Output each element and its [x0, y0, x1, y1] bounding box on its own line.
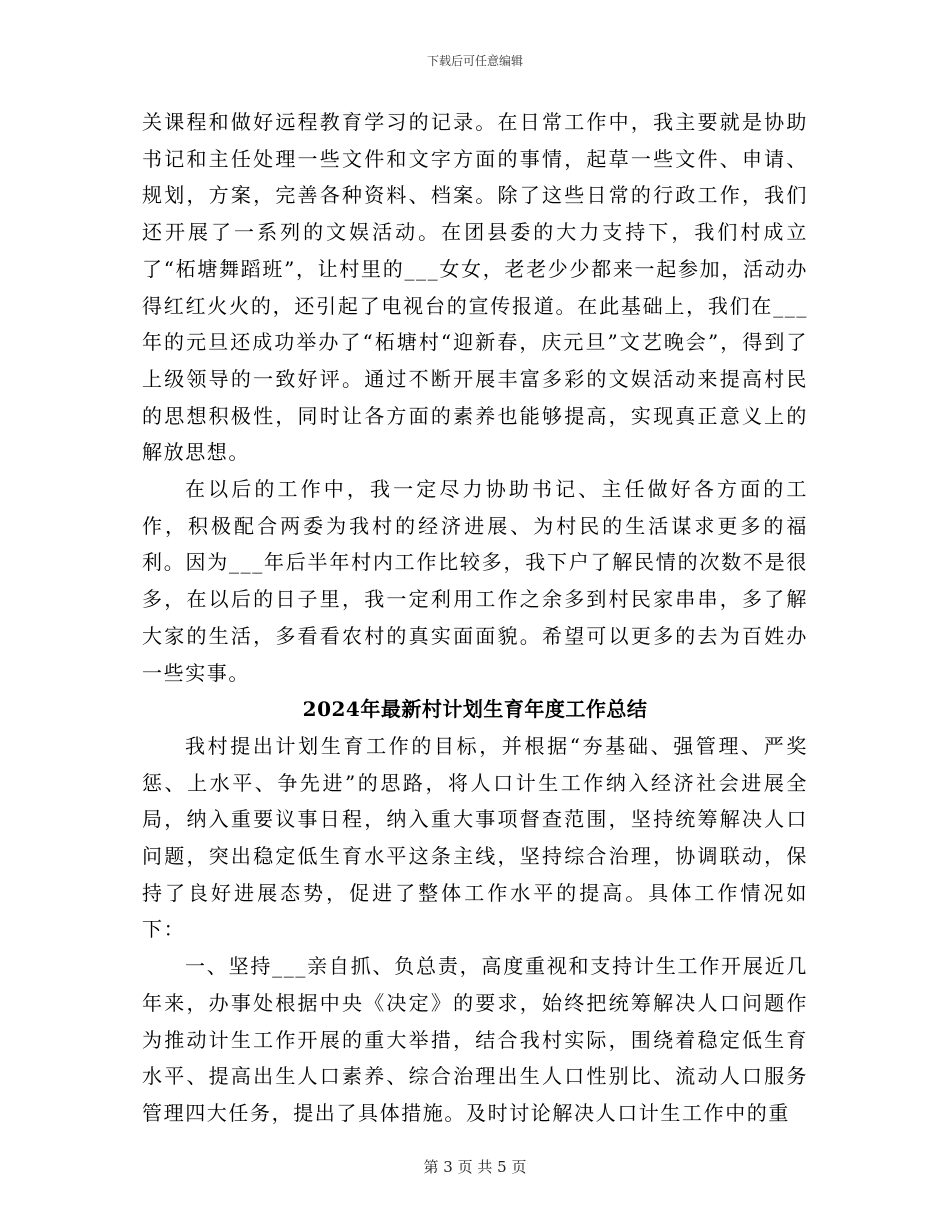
- section-title: 2024年最新村计划生育年度工作总结: [302, 697, 648, 722]
- page-header: 下载后可任意编辑: [426, 54, 523, 68]
- page-number: 第 3 页 共 5 页: [423, 1158, 527, 1176]
- paragraph-family-planning-goals: 我村提出计划生育工作的目标，并根据“夯基础、强管理、严奖惩、上水平、争先进”的思路，将人口计生工作纳入经济社会进展全局，纳入重要议事日程，纳入重大事项督查范围，坚持统筹解决人口问题，突出稳定低生育水平这条主线，坚持综合治理，协调联动，保持了良好进展态势，促进了整体工作水平的提高。具体工作情况如下：: [142, 733, 808, 942]
- paragraph-cultural-activities: 关课程和做好远程教育学习的记录。在日常工作中，我主要就是协助书记和主任处理一些文件和文字方面的事情，起草一些文件、申请、规划，方案，完善各种资料、档案。除了这些日常的行政工作，我们还开展了一系列的文娱活动。在团县委的大力支持下，我们村成立了“柘塘舞蹈班”，让村里的___女女，老老少少都来一起参加，活动办得红红火火的，还引起了电视台的宣传报道。在此基础上，我们在___年的元旦还成功举办了“柘塘村“迎新春，庆元旦”文艺晚会”，得到了上级领导的一致好评。通过不断开展丰富多彩的文娱活动来提高村民的思想积极性，同时让各方面的素养也能够提高，实现真正意义上的解放思想。: [142, 110, 808, 465]
- document-body: [142, 104, 808, 1132]
- paragraph-future-work: 在以后的工作中，我一定尽力协助书记、主任做好各方面的工作，积极配合两委为我村的经济进展、为村民的生活谋求更多的福利。因为___年后半年村内工作比较多，我下户了解民情的次数不是很多，在以后的日子里，我一定利用工作之余多到村民家串串，多了解大家的生活，多看看农村的真实面面貌。希望可以更多的去为百姓办一些实事。: [142, 477, 808, 685]
- paragraph-leadership-support: 一、坚持___亲自抓、负总责，高度重视和支持计生工作开展近几年来，办事处根据中央《决定》的要求，始终把统筹解决人口问题作为推动计生工作开展的重大举措，结合我村实际，围绕着稳定低生育水平、提高出生人口素养、综合治理出生人口性别比、流动人口服务管理四大任务，提出了具体措施。及时讨论解决人口计生工作中的重: [142, 954, 808, 1125]
